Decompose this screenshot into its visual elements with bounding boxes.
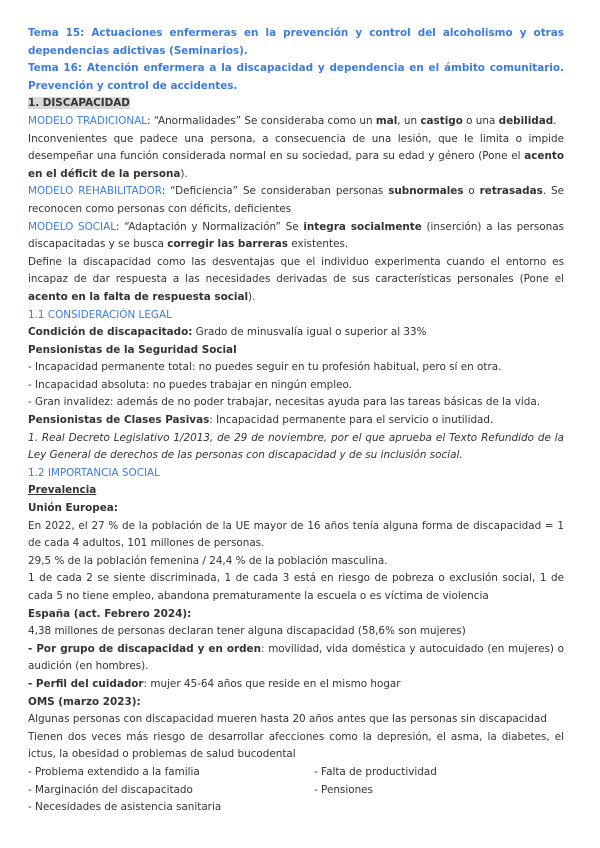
clases-pasivas: Pensionistas de Clases Pasivas: Incapacidad permanente para el servicio o inutilidad. (28, 414, 494, 427)
prevalencia-heading: Prevalencia (28, 484, 97, 497)
list-item: - Incapacidad absoluta: no puedes trabajar en ningún empleo. (28, 378, 352, 391)
condicion-discapacitado: Condición de discapacitado: Grado de minusvalía igual o superior al 33% (28, 326, 427, 339)
list-item: - Incapacidad permanente total: no puedes seguir en tu profesión habitual, pero sí en otra. (28, 361, 502, 374)
modelo-rehabilitador: MODELO REHABILITADOR: “Deficiencia” Se consideraban personas subnormales o retrasadas. Se reconocen como personas con déficits, deficientes (28, 185, 564, 215)
section-1-heading-text: 1. DISCAPACIDAD (28, 97, 130, 110)
consequences-columns (28, 764, 564, 817)
oms-paragraph-2: Tienen dos veces más riesgo de desarrollar afecciones como la depresión, el asma, la diabetes, el ictus, la obesidad o problemas de salud bucodental (28, 730, 564, 761)
espana-heading: España (act. Febrero 2024): (28, 607, 192, 620)
list-item: - Marginación del discapacitado (28, 783, 193, 796)
section-1-2-heading: 1.2 IMPORTANCIA SOCIAL (28, 466, 160, 479)
section-1-heading (28, 95, 564, 113)
list-item: - Pensiones (314, 783, 373, 796)
espana-paragraph: 4,38 millones de personas declaran tener alguna discapacidad (58,6% son mujeres) (28, 625, 466, 638)
consequences-column-2 (314, 764, 564, 817)
modelo-tradicional: MODELO TRADICIONAL: “Anormalidades” Se consideraba como un mal, un castigo o una debilidad. (28, 114, 557, 127)
title-tema-16: Tema 16: Atención enfermera a la discapacidad y dependencia en el ámbito comunitario. Prevención y control de accidentes. (28, 62, 564, 92)
ue-paragraph-3: 1 de cada 2 se siente discriminada, 1 de cada 3 está en riesgo de pobreza o exclusión social, 1 de cada 5 no tiene empleo, abandona prematuramente la escuela o es víctima de violencia (28, 572, 564, 602)
real-decreto: 1. Real Decreto Legislativo 1/2013, de 29 de noviembre, por el que aprueba el Texto Refundido de la Ley General de derechos de las personas con discapacidad y de su inclusión social. (28, 431, 564, 462)
ue-paragraph-1: En 2022, el 27 % de la población de la UE mayor de 16 años tenía alguna forma de discapacidad = 1 de cada 4 adultos, 101 millones de personas. (28, 519, 564, 550)
grupo-discapacidad: - Por grupo de discapacidad y en orden: movilidad, vida doméstica y autocuidado (en mujeres) o audición (en hombres). (28, 642, 564, 673)
section-1-1-heading: 1.1 CONSIDERACIÓN LEGAL (28, 308, 172, 321)
oms-heading: OMS (marzo 2023): (28, 695, 141, 708)
modelo-social: MODELO SOCIAL: “Adaptación y Normalización” Se integra socialmente (inserción) a las personas discapacitadas y se busca corregir las barreras existentes. (28, 220, 564, 251)
ue-paragraph-2: 29,5 % de la población femenina / 24,4 % de la población masculina. (28, 554, 388, 567)
pensionistas-ss-heading: Pensionistas de la Seguridad Social (28, 343, 237, 356)
consequences-column-1 (28, 764, 314, 817)
list-item: - Necesidades de asistencia sanitaria (28, 801, 222, 814)
document-page (28, 25, 564, 817)
oms-paragraph-1: Algunas personas con discapacidad mueren hasta 20 años antes que las personas sin discapacidad (28, 713, 547, 726)
perfil-cuidador: - Perfil del cuidador: mujer 45-64 años que reside en el mismo hogar (28, 677, 401, 690)
inconvenientes-paragraph: Inconvenientes que padece una persona, a consecuencia de una lesión, que le limita o impide desempeñar una función considerada normal en su sociedad, para su edad y género (Pone el acento en el déficit de la persona). (28, 132, 564, 180)
list-item: - Problema extendido a la familia (28, 765, 200, 778)
list-item: - Gran invalidez: además de no poder trabajar, necesitas ayuda para las tareas básicas de la vida. (28, 396, 541, 409)
define-paragraph: Define la discapacidad como las desventajas que el individuo experimenta cuando el entorno es incapaz de dar respuesta a las necesidades derivadas de sus características personales (Pone el acento en la falta de respuesta social). (28, 255, 564, 303)
list-item: - Falta de productividad (314, 765, 437, 778)
ue-heading: Unión Europea: (28, 502, 118, 515)
title-tema-15: Tema 15: Actuaciones enfermeras en la prevención y control del alcoholismo y otras dependencias adictivas (Seminarios). (28, 27, 564, 57)
